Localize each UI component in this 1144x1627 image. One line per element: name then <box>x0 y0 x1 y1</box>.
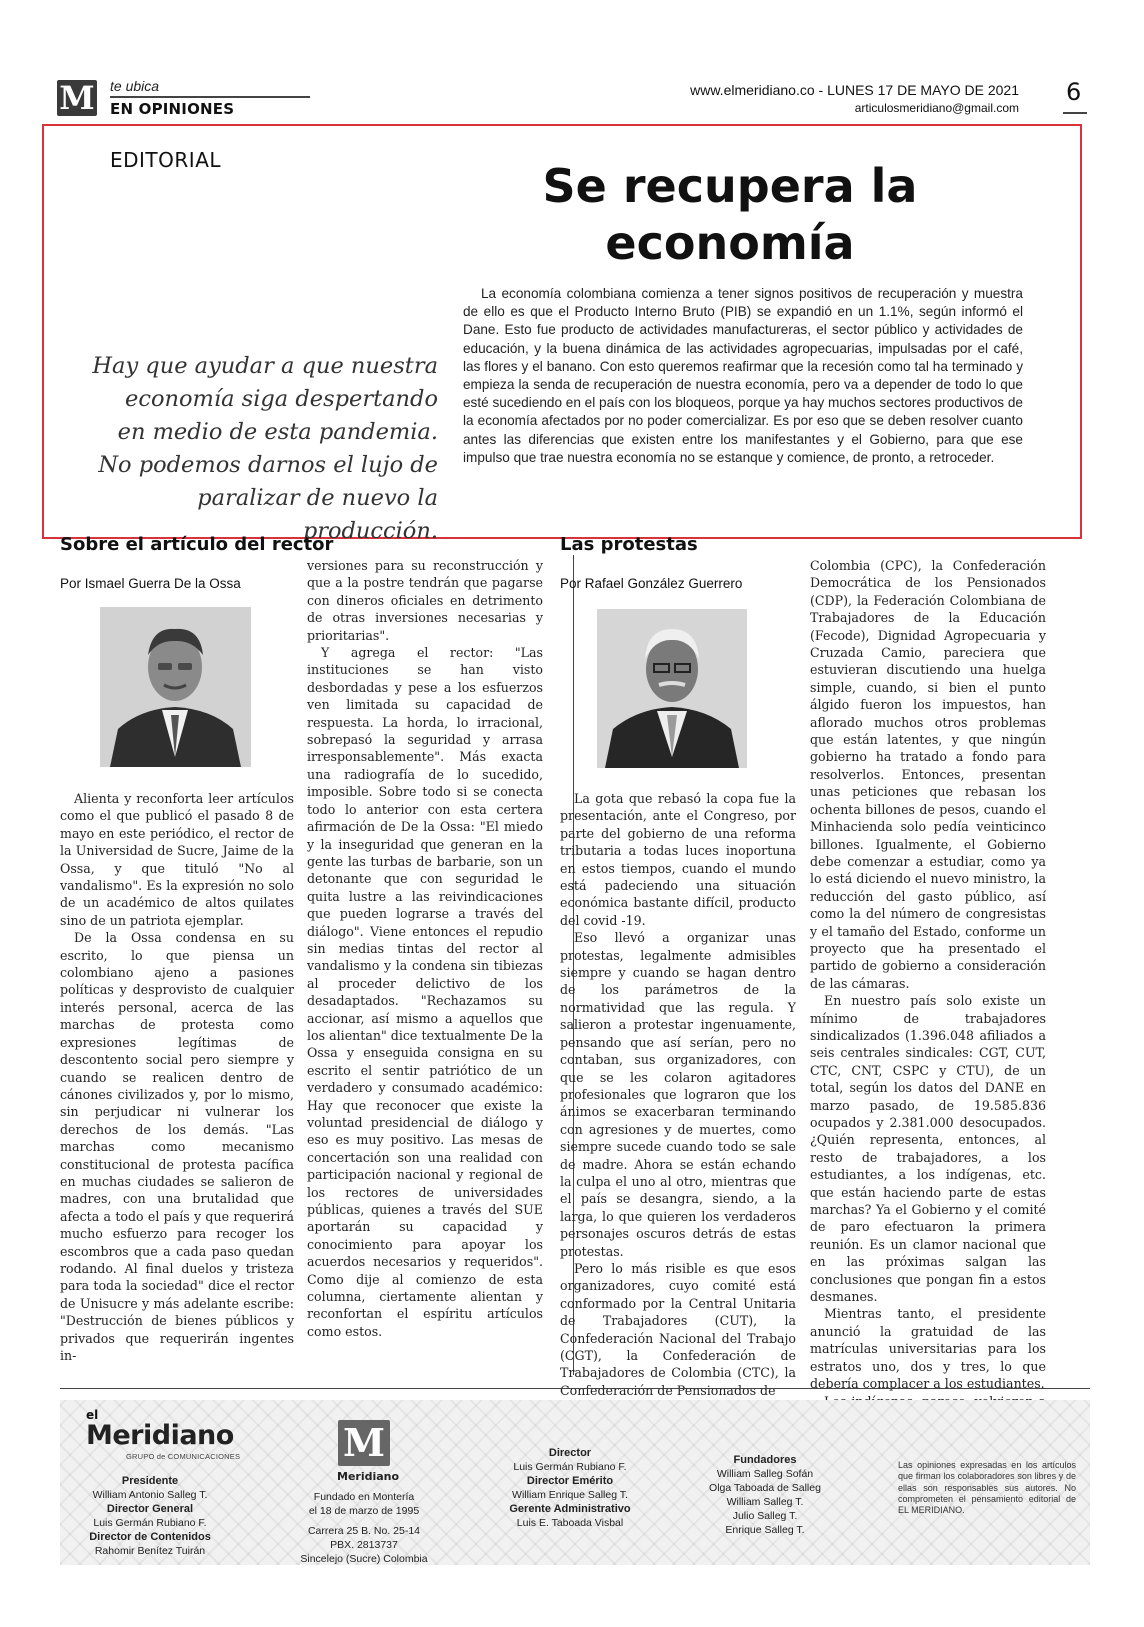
page-number: 6 <box>1066 78 1082 106</box>
portrait-icon <box>100 607 251 767</box>
editorial-label: EDITORIAL <box>110 148 222 172</box>
founding-line: el 18 de marzo de 1995 <box>308 1505 420 1517</box>
article-column <box>307 557 543 1340</box>
staff-role: Gerente Administrativo <box>509 1503 631 1515</box>
paragraph: Mientras tanto, el presidente anunció la gratuidad de las matrículas universitarias para los estratos uno, dos y tres, lo que debería complacer a los estudiantes. <box>810 1306 1046 1392</box>
article-title: Sobre el artículo del rector <box>60 534 334 555</box>
paragraph: Y agrega el rector: "Las instituciones se han visto desbordadas y pese a los esfuerzos ven limitada su capacidad de respuesta. La horda, lo irracional, sobrepasó la seguridad y arrasa irresponsablemente". Más exacta una radiografía de lo sucedido, imposible. Sobre todo si se conecta todo lo anterior con esta certera afirmación de De la Ossa: "El miedo y la inseguridad que generan en la gente las turbas de barbarie, son un detonante que con seguridad le quita lustre a las reivindicaciones que pueden lograrse a través del diálogo". Viene entonces el repudio sin medias tintas del rector al vandalismo y la condena sin tibiezas al proceder delictivo de los desadaptados. "Rechazamos su accionar, así mismo a aquellos que los alientan" dice textualmente De la Ossa y enseguida consigna en su escrito el sentir patriótico de un verdadero y consumado académico: Hay que reconocer que existe la voluntad presidencial de diálogo y eso es muy positivo. Las mesas de concertación son una realidad con participación nacional y regional de los rectores de universidades públicas, quienes a través del SUE aportarán su capacidad y conocimiento para apoyar los acuerdos necesarios y requeridos". Como dije al comienzo de esta columna, ciertamente alientan y reconfortan el espíritu artículos como estos. <box>307 645 543 1339</box>
author-photo <box>100 607 251 767</box>
footer-m-logo-name: Meridiano <box>337 1470 400 1483</box>
editorial-headline <box>470 158 990 272</box>
article-title: Las protestas <box>560 534 698 555</box>
paragraph: Eso llevó a organizar unas protestas, legalmente admisibles siempre y cuando se hagan dentro de los parámetros de la normatividad que las regula. Y salieron a protestar ingenuamente, pensando que así serían, pero no contaban, sus organizadores, con que se les colaron agitadores profesionales que lograron que los ánimos se exacerbaran terminando con agresiones y de muertes, como siempre sucede cuando todo se sale de madre. Ahora se están echando la culpa el uno al otro, mientras que el país se desangra, siendo, a la larga, lo que quieren los verdaderos personajes oscuros detrás de estas protestas. <box>560 930 796 1259</box>
staff-name: Rahomir Benítez Tuirán <box>94 1545 206 1557</box>
staff-role: Director General <box>106 1503 194 1515</box>
founder-name: William Salleg T. <box>726 1496 804 1508</box>
paragraph: Pero lo más risible es que esos organizadores, cuyo comité está conformado por la Central Unitaria de Trabajadores (CUT), la Confederación Nacional del Trabajo (CGT), la Confederación de Trabajadores de Colombia (CTC), la Confederación de Pensionados de <box>560 1260 796 1398</box>
header-date-line: www.elmeridiano.co - LUNES 17 DE MAYO DE 2021 <box>690 82 1019 98</box>
masthead-founders <box>690 1453 840 1537</box>
founding-line: Fundado en Montería <box>313 1491 415 1503</box>
staff-role: Director Emérito <box>526 1475 614 1487</box>
paragraph: En nuestro país solo existe un mínimo de trabajadores sindicalizados (1.396.048 afiliados a seis centrales sindicales: CGT, CUT, CTC, CNT, CSPC y CTU), de un total, según los datos del DANE en marzo pasado, de 19.585.836 ocupados y 2.381.000 desocupados. ¿Quién representa, entonces, al resto de trabajadores, a los estudiantes, a los indígenas, etc. que están haciendo parte de estas marchas? Ya el Gobierno y el comité de paro efectuaron la primera reunión. Es un clamor nacional que en las próximas salgan las conclusiones que pongan fin a estos desmanes. <box>810 993 1046 1305</box>
footer-brand-subtitle: GRUPO de COMUNICACIONES <box>126 1452 241 1461</box>
headline-line: Se recupera la <box>542 159 918 213</box>
staff-name: Luis Germán Rubiano F. <box>513 1461 627 1473</box>
founding-info <box>294 1490 434 1566</box>
staff-name: Luis Germán Rubiano F. <box>93 1517 207 1529</box>
staff-name: William Antonio Salleg T. <box>92 1489 208 1501</box>
article-column <box>560 790 796 1399</box>
founder-name: Olga Taboada de Salleg <box>709 1482 821 1494</box>
paragraph: Alienta y reconforta leer artículos como el que publicó el pasado 8 de mayo en este periódico, el rector de la Universidad de Sucre, Jaime de la Ossa, y que tituló "No al vandalismo". Es la expresión no solo de un académico de altos quilates sino de un patriota ejemplar. <box>60 791 294 928</box>
address-line: Sincelejo (Sucre) Colombia <box>300 1553 428 1565</box>
founder-name: Enrique Salleg T. <box>725 1524 805 1536</box>
page-number-rule <box>1063 112 1087 114</box>
masthead-directors <box>490 1446 650 1530</box>
pull-quote-line: No podemos darnos el lujo de <box>98 452 438 478</box>
pull-quote-line: en medio de esta pandemia. <box>117 419 438 445</box>
masthead-staff <box>70 1474 230 1558</box>
staff-role: Presidente <box>121 1475 179 1487</box>
headline-line: economía <box>605 216 855 270</box>
staff-name: Luis E. Taboada Visbal <box>516 1517 624 1529</box>
header-tagline: te ubica <box>110 78 160 94</box>
article-author: Por Rafael González Guerrero <box>560 576 743 591</box>
footer-m-logo: M <box>338 1420 390 1466</box>
article-column <box>60 790 294 1364</box>
portrait-icon <box>597 609 747 768</box>
paragraph: De la Ossa condensa en su escrito, lo que piensa un colombiano ajeno a pasiones políticas y desprovisto de cualquier interés personal, acerca de las marchas de protesta como expresiones legítimas de descontento social pero siempre y cuando se realicen dentro de cánones civilizados y, por lo mismo, sin perjudicar ni vulnerar los derechos de los demás. "Las marchas como mecanismo constitucional de protesta pacífica en muchas ciudades se salieron de madres, con una brutalidad que afecta a todo el país y que requerirá mucho esfuerzo para recoger los escombros que a cada paso quedan rodando. Al final duelos y tristeza para toda la sociedad" dice el rector de Unisucre y más adelante escribe: "Destrucción de bienes públicos y privados que requerirán ingentes in- <box>60 930 294 1363</box>
staff-role: Director de Contenidos <box>89 1531 211 1543</box>
author-photo <box>597 609 747 768</box>
header-rule <box>110 96 310 98</box>
staff-role: Director <box>548 1447 592 1459</box>
header-email: articulosmeridiano@gmail.com <box>854 101 1019 115</box>
article-author: Por Ismael Guerra De la Ossa <box>60 576 241 591</box>
paragraph: Colombia (CPC), la Confederación Democrática de los Pensionados (CDP), la Federación Colombiana de Trabajadores de la Educación (Fecode), Dignidad Agropecuaria y Cruzada Camio, pareciera que estuvieran discutiendo una huelga simple, cuando, si bien el punto álgido fueron los impuestos, han aflorado muchos otros problemas que están latentes, y que ningún gobierno ha tratado a fondo para resolverlos. Entonces, presentan unas peticiones que rebasan los ochenta billones de pesos, cuando el Minhacienda solo pedía veinticinco billones. Igualmente, el Gobierno debe comenzar a estudiar, como ya lo está diciendo el nuevo ministro, la reducción del gasto público, así como la del número de congresistas y el tamaño del Estado, conforme un proyecto que ha presentado el partido de gobierno a consideración de las cámaras. <box>810 558 1046 991</box>
founder-name: Julio Salleg T. <box>732 1510 798 1522</box>
paragraph: versiones para su reconstrucción y que a la postre tendrán que pagarse con dineros oficiales en detrimento de otras inversiones necesarias y prioritarias". <box>307 558 543 643</box>
editorial-pull-quote <box>60 350 438 548</box>
paragraph: La gota que rebasó la copa fue la presentación, ante el Congreso, por parte del gobierno de una reforma tributaria a todas luces inoportuna en estos tiempos, cuando el mundo está padeciendo una situación económica bastante difícil, producto del covid -19. <box>560 791 796 928</box>
footer-brand-prefix: el <box>86 1408 99 1422</box>
footer-rule <box>60 1388 1090 1389</box>
address-line: Carrera 25 B. No. 25-14 <box>307 1525 421 1537</box>
section-logo: M <box>57 80 97 116</box>
address-line: PBX. 2813737 <box>330 1539 398 1551</box>
section-name: EN OPINIONES <box>110 100 235 118</box>
founders-title: Fundadores <box>733 1454 797 1466</box>
editorial-body <box>463 285 1023 467</box>
footer-brand-logo: Meridiano <box>86 1420 234 1451</box>
pull-quote-line: paralizar de nuevo la producción. <box>197 485 438 544</box>
footer-disclaimer: Las opiniones expresadas en los artículos que firman los colaboradores son libres y de ellas son responsables sus autores. No comprometen el pensamiento editorial de EL MERIDIANO. <box>898 1460 1076 1516</box>
founder-name: William Salleg Sofán <box>716 1468 814 1480</box>
pull-quote-line: economía siga despertando <box>125 386 438 412</box>
staff-name: William Enrique Salleg T. <box>512 1489 628 1501</box>
article-column <box>810 557 1046 1427</box>
paragraph: La economía colombiana comienza a tener signos positivos de recuperación y muestra de ello es que el Producto Interno Bruto (PIB) se expandió en un 1.1%, según informó el Dane. Esto fue producto de actividades manufactureras, el sector público y actividades de educación, y la buena dinámica de las actividades agropecuarias, impulsadas por el café, las flores y el banano. Con esto queremos reafirmar que la recesión como tal ha terminado y empieza la senda de recuperación de nuestra economía, pero va a depender de todo lo que esté sucediendo en el país con los bloqueos, porque ya hay muchos sectores productivos de la economía afectados por no poder comercializar. Es por eso que se deben resolver cuanto antes las diferencias que existen entre los manifestantes y el Gobierno, para que ese impulso que trae nuestra economía no se estanque y comience, de pronto, a retroceder. <box>463 286 1023 465</box>
pull-quote-line: Hay que ayudar a que nuestra <box>92 353 438 379</box>
